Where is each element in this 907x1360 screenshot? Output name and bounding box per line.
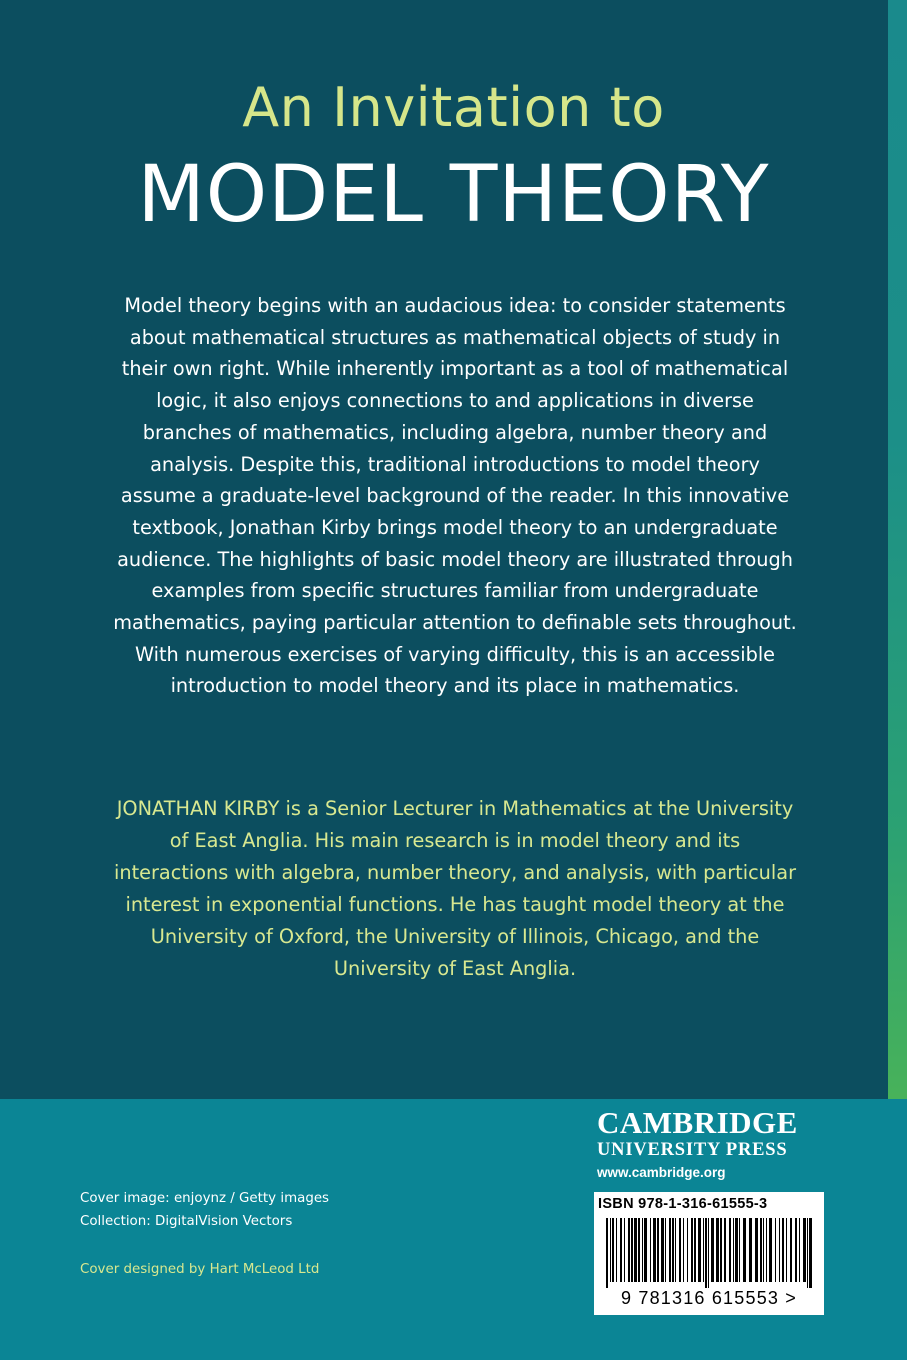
barcode-bar	[628, 1218, 630, 1282]
barcode-bar	[624, 1218, 625, 1282]
designer-credit: Cover designed by Hart McLeod Ltd	[80, 1262, 320, 1277]
barcode-bar	[775, 1218, 776, 1282]
barcode-bar	[733, 1218, 734, 1282]
barcode-bar	[724, 1218, 726, 1282]
barcode-bar	[665, 1218, 666, 1282]
barcode-bar	[790, 1218, 792, 1282]
barcode-bar	[606, 1218, 608, 1288]
barcode-bar	[708, 1218, 709, 1288]
isbn-label: ISBN 978-1-316-61555-3	[598, 1196, 768, 1212]
barcode-bar	[669, 1218, 671, 1282]
barcode-bar	[657, 1218, 659, 1282]
barcode-bars	[604, 1218, 814, 1288]
barcode-bar	[729, 1218, 731, 1282]
collection-credit: Collection: DigitalVision Vectors	[80, 1214, 293, 1229]
barcode-bar	[650, 1218, 651, 1282]
publisher-name: CAMBRIDGE	[597, 1105, 798, 1140]
barcode-bar	[760, 1218, 762, 1282]
barcode-bar	[679, 1218, 681, 1282]
barcode-bar	[755, 1218, 758, 1282]
author-bio: JONATHAN KIRBY is a Senior Lecturer in Mathematics at the University of East Anglia. His main research is in model theory and its interactions with algebra, number theory, and analysis, with particular interest in exponential functions. He has taught model theory at the University of Oxford, the University of Illinois, Chicago, and the University of East Anglia.	[114, 797, 796, 980]
barcode-bar	[638, 1218, 640, 1282]
barcode-bar	[720, 1218, 722, 1282]
barcode-bar	[711, 1218, 714, 1282]
barcode-bar	[739, 1218, 740, 1282]
barcode-bar	[779, 1218, 780, 1282]
barcode-bar	[703, 1218, 704, 1282]
barcode-bar	[807, 1218, 808, 1288]
barcode-bar	[786, 1218, 787, 1282]
barcode-bar	[705, 1218, 707, 1288]
cover-image-credit: Cover image: enjoynz / Getty images	[80, 1191, 330, 1206]
barcode-bar	[675, 1218, 676, 1282]
barcode-bar	[799, 1218, 800, 1282]
title-line-2: MODEL THEORY	[137, 150, 770, 240]
barcode-bar	[698, 1218, 701, 1282]
title-line-1: An Invitation to	[242, 76, 665, 139]
barcode-bar	[631, 1218, 633, 1282]
barcode-bar	[616, 1218, 617, 1282]
barcode-digits: 9 781316 615553 >	[620, 1288, 798, 1308]
barcode-bar	[782, 1218, 784, 1282]
barcode-bar	[766, 1218, 767, 1282]
barcode-box	[594, 1192, 824, 1315]
book-blurb: Model theory begins with an audacious idea: to consider statements about mathematical structures as mathematical objects of study in their own right. While inherently important as a tool of mathematical logic, it also enjoys connections to and applications in diverse branches of mathematics, including algebra, number theory and analysis. Despite this, traditional introductions to model theory assume a graduate-level background of the reader. In this innovative textbook, Jonathan Kirby brings model theory to an undergraduate audience. The highlights of basic model theory are illustrated through examples from specific structures familiar from undergraduate mathematics, paying particular attention to definable sets throughout. With numerous exercises of varying difficulty, this is an accessible introduction to model theory and its place in mathematics.	[113, 294, 797, 698]
barcode-bar	[749, 1218, 752, 1282]
barcode-bar	[634, 1218, 637, 1282]
barcode-bar	[763, 1218, 764, 1282]
publisher-logo	[597, 1107, 827, 1180]
barcode-bar	[691, 1218, 693, 1282]
barcode-bar	[642, 1218, 643, 1282]
barcode-bar	[769, 1218, 772, 1282]
publisher-url: www.cambridge.org	[597, 1165, 726, 1180]
barcode-bar	[661, 1218, 664, 1282]
barcode-bar	[809, 1218, 812, 1288]
barcode-bar	[803, 1218, 806, 1282]
barcode-bar	[694, 1218, 696, 1282]
barcode-bar	[612, 1218, 614, 1282]
publisher-subname: UNIVERSITY PRESS	[597, 1140, 788, 1160]
barcode-bar	[610, 1218, 611, 1282]
barcode-bar	[672, 1218, 674, 1282]
barcode-bar	[653, 1218, 656, 1282]
barcode-bar	[743, 1218, 746, 1282]
barcode-bar	[620, 1218, 622, 1282]
barcode-bar	[687, 1218, 688, 1282]
barcode-bar	[735, 1218, 738, 1282]
barcode-bar	[795, 1218, 797, 1282]
barcode-bar	[644, 1218, 647, 1282]
barcode-bar	[716, 1218, 719, 1282]
barcode-bar	[683, 1218, 684, 1282]
